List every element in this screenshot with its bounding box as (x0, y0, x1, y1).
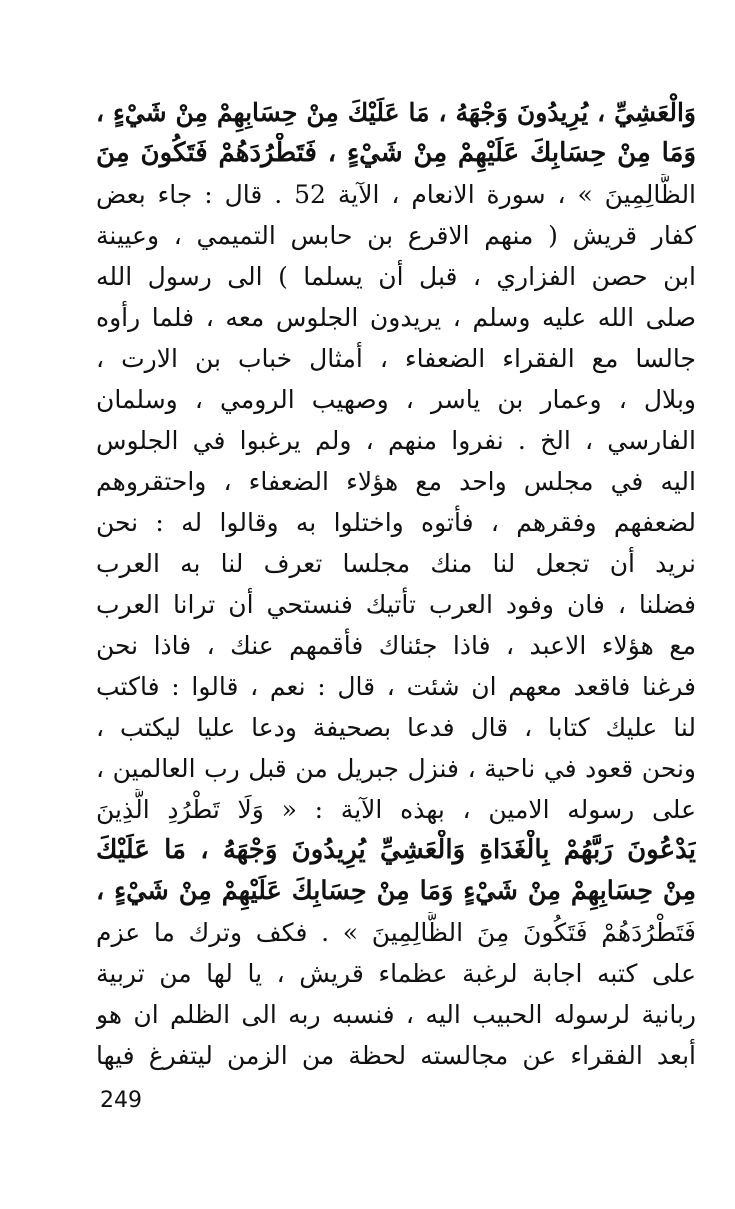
text-line: فضلنا ، فان وفود العرب تأتيك فنستحي أن ترانا العرب (96, 590, 696, 619)
text-line: لنا عليك كتابا ، قال فدعا بصحيفة ودعا عليا ليكتب ، (96, 713, 696, 742)
text-line: جالسا مع الفقراء الضعفاء ، أمثال خباب بن الارت ، (96, 344, 696, 373)
page-number: 249 (100, 1088, 142, 1113)
text-line: الظَّالِمِينَ » ، سورة الانعام ، الآية 52 . قال : جاء بعض (96, 180, 696, 209)
text-line: وبلال ، وعمار بن ياسر ، وصهيب الرومي ، وسلمان (96, 385, 696, 414)
text-line: وَالْعَشِيِّ ، يُرِيدُونَ وَجْهَهُ ، مَا عَلَيْكَ مِنْ حِسَابِهِمْ مِنْ شَيْءٍ ، (96, 98, 696, 127)
text-line: صلى الله عليه وسلم ، يريدون الجلوس معه ، فلما رأوه (96, 303, 696, 332)
text-line: ونحن قعود في ناحية ، فنزل جبريل من قبل رب العالمين ، (96, 754, 696, 783)
text-line: ابن حصن الفزاري ، قبل أن يسلما ) الى رسول الله (96, 262, 696, 291)
text-line: لضعفهم وفقرهم ، فأتوه واختلوا به وقالوا له : نحن (96, 508, 696, 537)
text-line: الفارسي ، الخ . نفروا منهم ، ولم يرغبوا في الجلوس (96, 426, 696, 455)
text-line: على كتبه اجابة لرغبة عظماء قريش ، يا لها من تربية (96, 959, 696, 988)
text-line: نريد أن تجعل لنا منك مجلسا تعرف لنا به العرب (96, 549, 696, 578)
text-line: يَدْعُونَ رَبَّهُمْ بِالْغَدَاةِ وَالْعَشِيِّ يُرِيدُونَ وَجْهَهُ ، مَا عَلَيْكَ (96, 835, 696, 865)
body-text (96, 92, 696, 1076)
text-line: أبعد الفقراء عن مجالسته لحظة من الزمن ليتفرغ فيها (96, 1041, 696, 1070)
text-line: مِنْ حِسَابِهِمْ مِنْ شَيْءٍ وَمَا مِنْ حِسَابِكَ عَلَيْهِمْ مِنْ شَيْءٍ ، (96, 876, 696, 906)
text-line: مع هؤلاء الاعبد ، فاذا جئناك فأقمهم عنك ، فاذا نحن (96, 631, 696, 660)
text-line: على رسوله الامين ، بهذه الآية : « وَلَا تَطْرُدِ الَّذِينَ (96, 795, 696, 824)
text-line: اليه في مجلس واحد مع هؤلاء الضعفاء ، واحتقروهم (96, 467, 696, 496)
text-line: فرغنا فاقعد معهم ان شئت ، قال : نعم ، قالوا : فاكتب (96, 672, 696, 701)
text-line: فَتَطْرُدَهُمْ فَتَكُونَ مِنَ الظَّالِمِينَ » . فكف وترك ما عزم (96, 918, 696, 947)
text-line: وَمَا مِنْ حِسَابِكَ عَلَيْهِمْ مِنْ شَيْءٍ ، فَتَطْرُدَهُمْ فَتَكُونَ مِنَ (96, 138, 696, 168)
text-line: كفار قريش ( منهم الاقرع بن حابس التميمي ، وعيينة (96, 221, 696, 250)
text-line: ربانية لرسوله الحبيب اليه ، فنسبه ربه الى الظلم ان هو (96, 1000, 696, 1029)
